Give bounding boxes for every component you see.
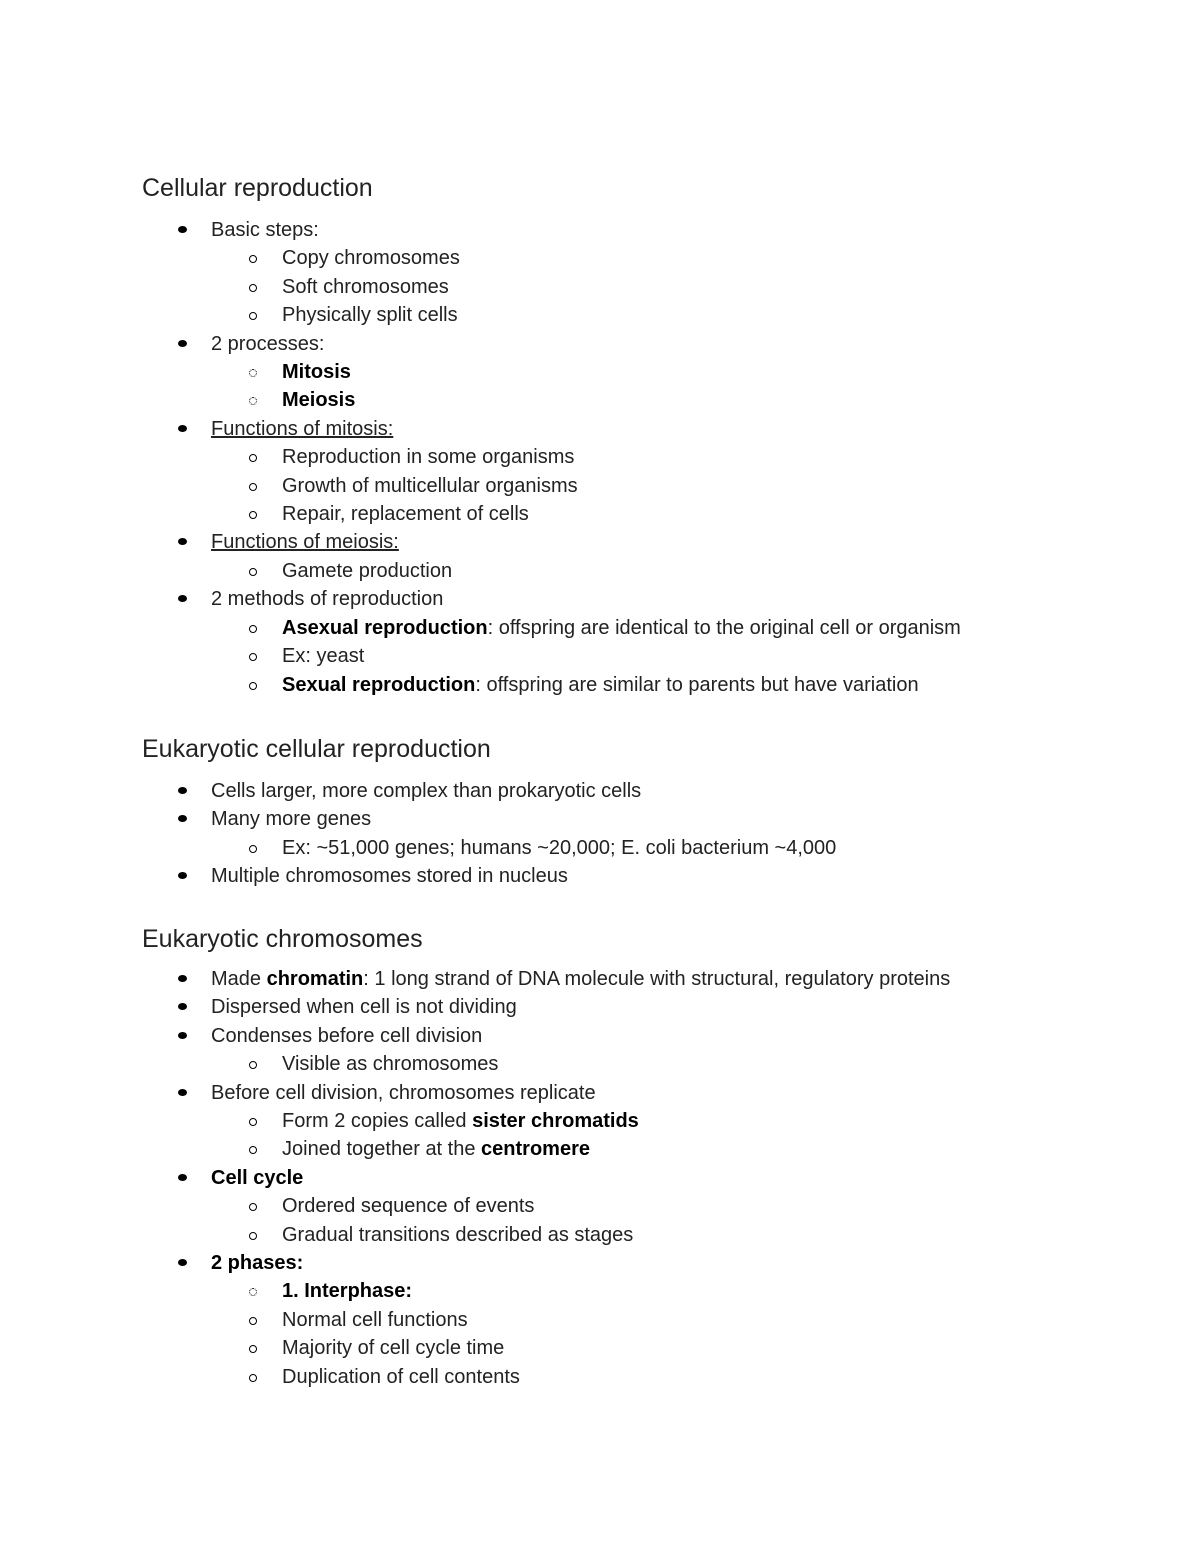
list-item: 1. Interphase:	[142, 1277, 1122, 1305]
filled-bullet-icon	[178, 1003, 187, 1010]
list-item: Basic steps:	[142, 216, 1122, 244]
bullet-list	[142, 777, 1122, 891]
hollow-bullet-icon	[249, 845, 257, 853]
list-item: Many more genes	[142, 805, 1122, 833]
section-eukaryotic-reproduction	[142, 734, 1122, 891]
list-item: Visible as chromosomes	[142, 1050, 1122, 1078]
hollow-bullet-icon	[249, 1146, 257, 1154]
list-item: Copy chromosomes	[142, 244, 1122, 272]
list-item: 2 phases:	[142, 1249, 1122, 1277]
list-item: Functions of meiosis:	[142, 528, 1122, 556]
list-item: Majority of cell cycle time	[142, 1334, 1122, 1362]
filled-bullet-icon	[178, 815, 187, 822]
list-item: Meiosis	[142, 386, 1122, 414]
hollow-bullet-icon	[249, 483, 257, 491]
list-item: 2 methods of reproduction	[142, 585, 1122, 613]
list-item: Normal cell functions	[142, 1306, 1122, 1334]
hollow-bullet-icon	[249, 625, 257, 633]
filled-bullet-icon	[178, 1089, 187, 1096]
list-item: Multiple chromosomes stored in nucleus	[142, 862, 1122, 890]
hollow-bullet-icon	[249, 312, 257, 320]
filled-bullet-icon	[178, 1174, 187, 1181]
list-item: Asexual reproduction: offspring are identical to the original cell or organism	[142, 614, 1122, 642]
list-item: Functions of mitosis:	[142, 415, 1122, 443]
list-item: Ordered sequence of events	[142, 1192, 1122, 1220]
list-item: Growth of multicellular organisms	[142, 472, 1122, 500]
filled-bullet-icon	[178, 1259, 187, 1266]
dotted-bullet-icon	[249, 397, 257, 405]
list-item: Soft chromosomes	[142, 273, 1122, 301]
filled-bullet-icon	[178, 425, 187, 432]
bullet-list	[142, 965, 1122, 1391]
hollow-bullet-icon	[249, 568, 257, 576]
filled-bullet-icon	[178, 226, 187, 233]
hollow-bullet-icon	[249, 653, 257, 661]
section-eukaryotic-chromosomes	[142, 924, 1122, 1391]
hollow-bullet-icon	[249, 1374, 257, 1382]
dotted-bullet-icon	[249, 1288, 257, 1296]
list-item: Physically split cells	[142, 301, 1122, 329]
list-item: Ex: ~51,000 genes; humans ~20,000; E. coli bacterium ~4,000	[142, 834, 1122, 862]
hollow-bullet-icon	[249, 1061, 257, 1069]
list-item: Made chromatin: 1 long strand of DNA molecule with structural, regulatory proteins	[142, 965, 1122, 993]
section-heading: Eukaryotic chromosomes	[142, 925, 423, 953]
hollow-bullet-icon	[249, 511, 257, 519]
list-item: Cells larger, more complex than prokaryotic cells	[142, 777, 1122, 805]
list-item: Condenses before cell division	[142, 1022, 1122, 1050]
filled-bullet-icon	[178, 340, 187, 347]
filled-bullet-icon	[178, 975, 187, 982]
filled-bullet-icon	[178, 787, 187, 794]
filled-bullet-icon	[178, 1032, 187, 1039]
list-item: Form 2 copies called sister chromatids	[142, 1107, 1122, 1135]
list-item: Reproduction in some organisms	[142, 443, 1122, 471]
list-item: Dispersed when cell is not dividing	[142, 993, 1122, 1021]
list-item: Duplication of cell contents	[142, 1363, 1122, 1391]
list-item: Repair, replacement of cells	[142, 500, 1122, 528]
list-item: Joined together at the centromere	[142, 1135, 1122, 1163]
list-item: Before cell division, chromosomes replicate	[142, 1079, 1122, 1107]
list-item: Gamete production	[142, 557, 1122, 585]
hollow-bullet-icon	[249, 1345, 257, 1353]
filled-bullet-icon	[178, 538, 187, 545]
hollow-bullet-icon	[249, 454, 257, 462]
hollow-bullet-icon	[249, 1203, 257, 1211]
section-heading: Eukaryotic cellular reproduction	[142, 735, 491, 763]
hollow-bullet-icon	[249, 1118, 257, 1126]
hollow-bullet-icon	[249, 1317, 257, 1325]
list-item: Ex: yeast	[142, 642, 1122, 670]
dotted-bullet-icon	[249, 369, 257, 377]
section-cellular-reproduction	[142, 173, 1122, 699]
section-heading: Cellular reproduction	[142, 174, 373, 202]
hollow-bullet-icon	[249, 1232, 257, 1240]
filled-bullet-icon	[178, 595, 187, 602]
hollow-bullet-icon	[249, 682, 257, 690]
filled-bullet-icon	[178, 872, 187, 879]
bullet-list	[142, 216, 1122, 699]
hollow-bullet-icon	[249, 255, 257, 263]
list-item: Mitosis	[142, 358, 1122, 386]
hollow-bullet-icon	[249, 284, 257, 292]
list-item: Gradual transitions described as stages	[142, 1221, 1122, 1249]
list-item: Sexual reproduction: offspring are similar to parents but have variation	[142, 671, 1122, 699]
list-item: 2 processes:	[142, 330, 1122, 358]
list-item: Cell cycle	[142, 1164, 1122, 1192]
